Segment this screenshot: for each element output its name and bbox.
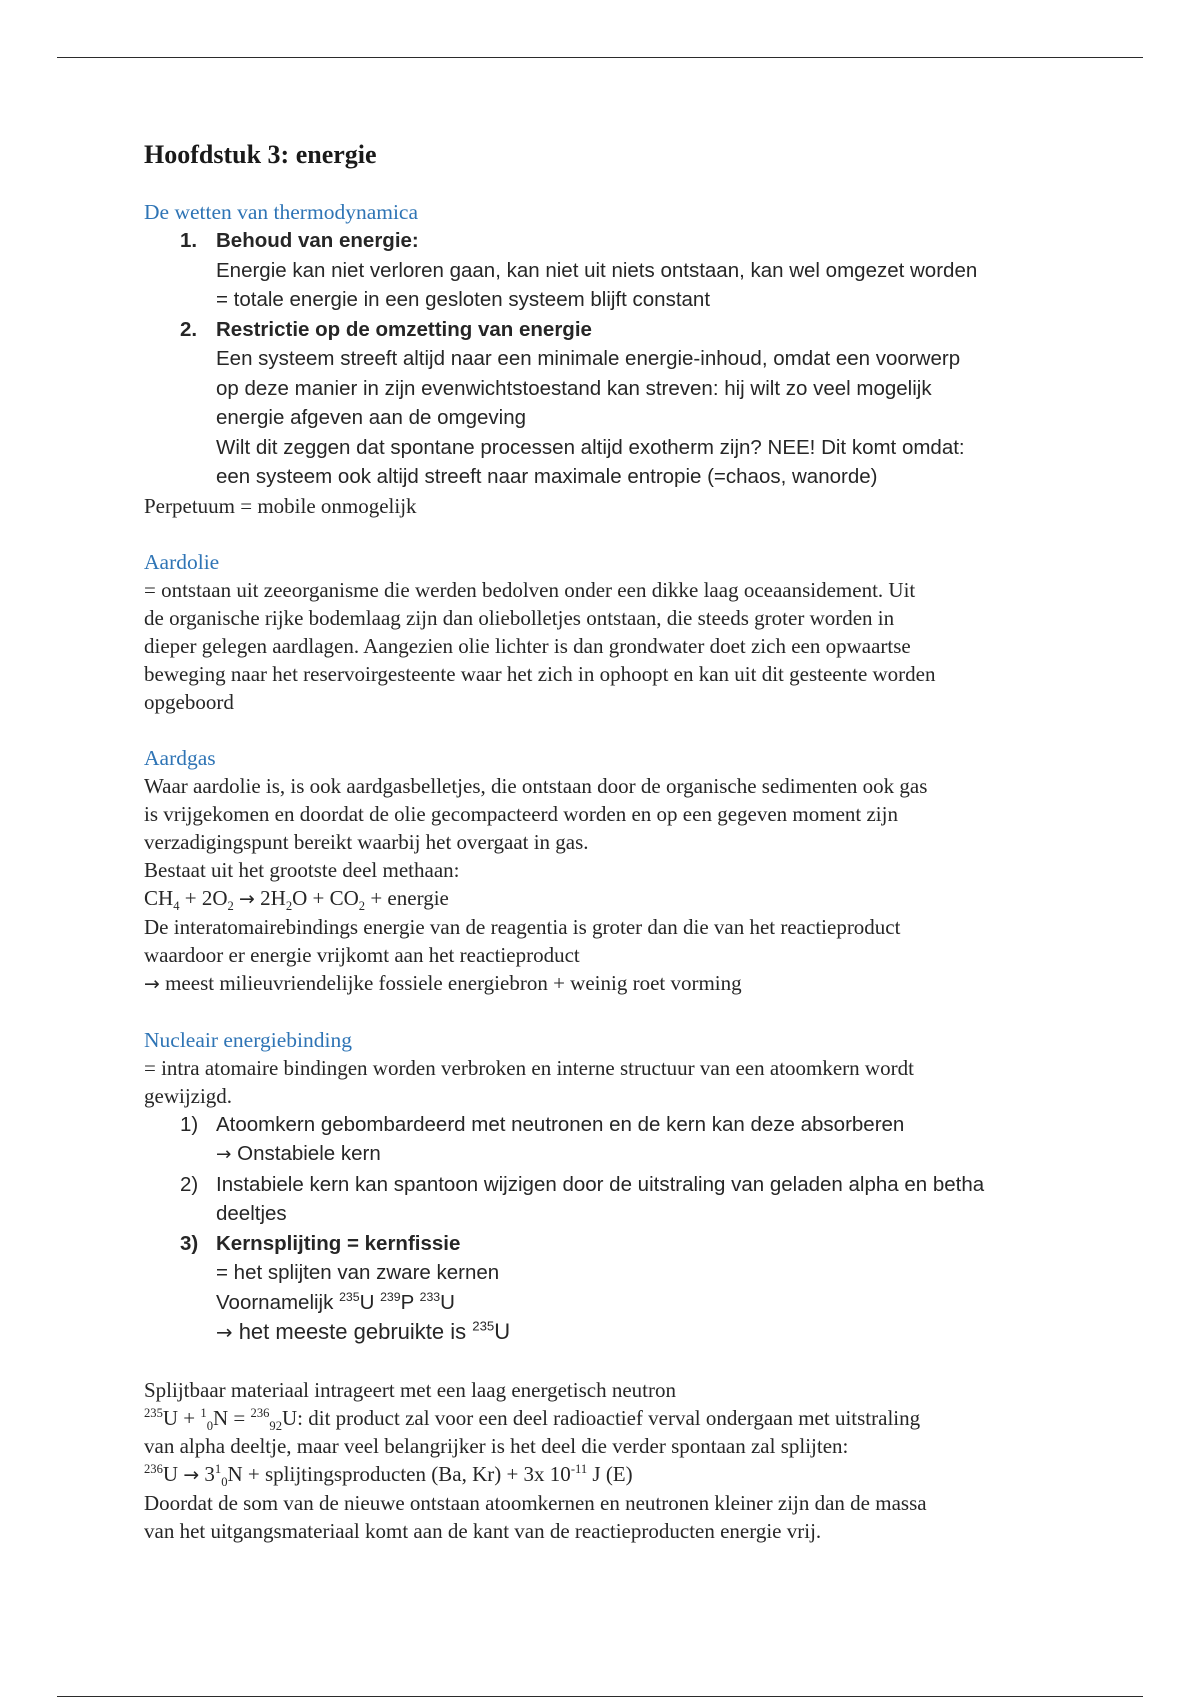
text-line: beweging naar het reservoirgesteente waar het zich in ophoopt en kan uit dit gesteente worden [144,661,936,686]
section-heading: De wetten van thermodynamica [144,200,419,224]
text-line: = ontstaan uit zeeorganisme die werden bedolven onder een dikke laag oceaansidement. Uit [144,577,916,602]
text-line: = totale energie in een gesloten systeem blijft constant [216,288,711,311]
text-line: is vrijgekomen en doordat de olie gecompacteerd worden en op een gegeven moment zijn [144,801,898,826]
section-heading: Aardolie [144,549,220,574]
text-line: waardoor er energie vrijkomt aan het reactieproduct [144,942,580,967]
arrow-icon: → [144,972,160,995]
numbered-list [144,1110,1064,1348]
section-aardolie [144,548,1064,716]
arrow-icon: → [216,1144,232,1165]
text-line: Waar aardolie is, is ook aardgasbelletjes, die ontstaan door de organische sedimenten ook gas [144,773,928,798]
fission-equation-1: $^{235}$U + $^1_0$N = $^{236}_{92}$U: dit product zal voor een deel radioactief verval ondergaan met uitstraling [144,1405,921,1433]
sub-line: → Onstabiele kern [216,1142,381,1165]
text-line: Wilt dit zeggen dat spontane processen altijd exotherm zijn? NEE! Dit komt omdat: [216,435,965,459]
list-item-title: Kernsplijting = kernfissie [216,1231,461,1255]
text-line: Energie kan niet verloren gaan, kan niet uit niets ontstaan, kan wel omgezet worden [216,258,978,282]
list-number: 2. [180,317,198,341]
list-item [144,315,1064,492]
isotopes-line: Voornamelijk $^{235}$U $^{239}$P $^{233}$U [216,1289,455,1314]
text-line: van het uitgangsmateriaal komt aan de kant van de reactieproducten energie vrij. [144,1518,822,1543]
text-line: Perpetuum = mobile onmogelijk [144,493,417,518]
arrow-icon: → [183,1463,200,1486]
list-number: 2) [180,1172,199,1196]
section-aardgas [144,744,1064,998]
text-line: opgeboord [144,689,234,714]
list-item [144,1229,1064,1348]
list-item-title: Behoud van energie: [216,229,419,252]
list-item-title: Restrictie op de omzetting van energie [216,317,592,341]
top-rule [57,57,1143,58]
text-line: gewijzigd. [144,1083,233,1108]
document-page [144,140,1064,1545]
text-line: De interatomairebindings energie van de reagentia is groter dan die van het reactieproduct [144,914,901,939]
list-number: 3) [180,1231,199,1255]
text-line: een systeem ook altijd streeft naar maximale entropie (=chaos, wanorde) [216,465,878,488]
text-line: energie afgeven aan de omgeving [216,406,527,429]
section-heading: Nucleair energiebinding [144,1027,352,1052]
text-line: Een systeem streeft altijd naar een minimale energie-inhoud, omdat een voorwerp [216,347,961,370]
list-item [144,1110,1064,1170]
list-item [144,1170,1064,1229]
bottom-rule [57,1696,1143,1697]
numbered-list [144,226,1064,492]
text-line: Instabiele kern kan spantoon wijzigen door de uitstraling van geladen alpha en betha [216,1172,985,1196]
text-line: de organische rijke bodemlaag zijn dan oliebolletjes ontstaan, die steeds groter worden in [144,605,895,630]
list-item [144,226,1064,315]
methane-equation: $CH_4 + 2O_2 \to 2H_2O + CO_2$ + energie [144,885,449,913]
list-number: 1) [180,1112,199,1136]
list-number: 1. [180,229,198,252]
text-line: Atoomkern gebombardeerd met neutronen en de kern kan deze absorberen [216,1112,905,1136]
text-line: = intra atomaire bindingen worden verbroken en interne structuur van een atoomkern wordt [144,1055,914,1080]
section-heading: Aardgas [144,745,216,770]
section-thermodynamics [144,198,1064,520]
conclusion-line: → meest milieuvriendelijke fossiele energiebron + weinig roet vorming [144,970,742,995]
section-splijting [144,1376,1064,1545]
text-line: = het splijten van zware kernen [216,1261,500,1284]
arrow-icon: → [239,887,255,910]
text-line: deeltjes [216,1202,287,1225]
text-line: van alpha deeltje, maar veel belangrijker is het deel die verder spontaan zal splijten: [144,1433,849,1458]
text-line: Splijtbaar materiaal intrageert met een laag energetisch neutron [144,1377,676,1402]
text-line: verzadigingspunt bereikt waarbij het overgaat in gas. [144,829,589,854]
text-line: dieper gelegen aardlagen. Aangezien olie lichter is dan grondwater doet zich een opwaartse [144,633,911,658]
text-line: Bestaat uit het grootste deel methaan: [144,857,460,882]
fission-equation-2: $^{236}U \to 3^1_0N$ + splijtingsproducten (Ba, Kr) + 3x $10^{-11}$ J (E) [144,1461,633,1489]
arrow-icon: → [216,1321,233,1344]
text-line: Doordat de som van de nieuwe ontstaan atoomkernen en neutronen kleiner zijn dan de massa [144,1490,927,1515]
page-title: Hoofdstuk 3: energie [144,140,377,169]
text-line: op deze manier in zijn evenwichtstoestand kan streven: hij wilt zo veel mogelijk [216,376,932,400]
most-used-line: → het meeste gebruikte is $^{235}$U [216,1318,511,1344]
section-nucleair [144,1026,1064,1348]
